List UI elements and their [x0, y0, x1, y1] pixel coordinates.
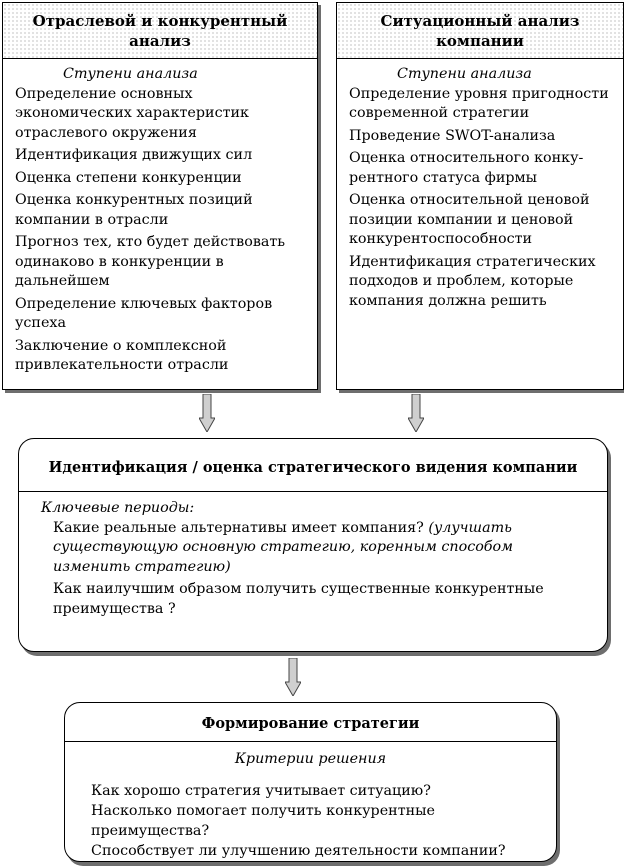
industry-analysis-box — [2, 2, 318, 390]
decision-criteria-caption: Критерии решения — [234, 751, 387, 767]
strategic-question: Как наилучшим образом получить существенные конкурентные преимущества ? — [53, 581, 544, 617]
question-note: (улучшать существующую основную стратегию, коренным способом изменить стратегию) — [53, 519, 513, 575]
company-step: Проведение SWOT-анализа — [349, 127, 556, 144]
company-step: Оценка относительного конку-рентного статуса фирмы — [349, 150, 584, 186]
company-analysis-title: Ситуационный анализ компании — [380, 11, 580, 50]
company-analysis-box — [336, 2, 624, 390]
company-step: Оценка относительной ценовой позиции компании и ценовой конкурентоспособности — [349, 192, 590, 247]
company-analysis-caption: Ступени анализа — [397, 66, 532, 82]
divider — [19, 491, 607, 492]
industry-step: Оценка конкурентных позиций компании в отрасли — [15, 192, 253, 228]
industry-step: Определение ключевых факторов успеха — [15, 295, 273, 331]
company-analysis-steps — [349, 65, 617, 314]
company-step: Определение уровня пригодности современной стратегии — [349, 85, 609, 121]
industry-step: Определение основных экономических характеристик отраслевого окружения — [15, 85, 249, 141]
industry-step: Заключение о комплексной привлекательности отрасли — [15, 337, 229, 373]
strategy-formation-box — [64, 702, 557, 862]
industry-step: Оценка степени конкуренции — [15, 169, 242, 186]
industry-analysis-caption: Ступени анализа — [63, 66, 198, 82]
industry-step: Идентификация движущих сил — [15, 147, 253, 163]
criterion-item: Насколько помогает получить конкурентные преимущества? — [91, 803, 435, 839]
strategic-vision-title: Идентификация / оценка стратегического видения компании — [48, 459, 578, 476]
strategic-vision-box — [18, 438, 608, 652]
key-periods-caption: Ключевые периоды: — [41, 500, 195, 516]
down-arrow-icon — [285, 658, 301, 696]
criterion-item: Как хорошо стратегия учитывает ситуацию? — [91, 783, 431, 799]
strategic-question — [41, 519, 591, 578]
industry-analysis-header — [3, 3, 317, 59]
criterion-item: Способствует ли улучшению деятельности компании? — [91, 843, 506, 859]
decision-criteria-list — [91, 781, 546, 861]
down-arrow-icon — [408, 394, 424, 432]
industry-analysis-steps — [15, 65, 311, 379]
question-text: Какие реальные альтернативы имеет компания? — [53, 519, 424, 536]
industry-analysis-title: Отраслевой и конкурентный анализ — [32, 11, 288, 50]
down-arrow-icon — [199, 394, 215, 432]
industry-step: Прогноз тех, кто будет действовать одинаково в конкуренции в дальнейшем — [15, 234, 286, 289]
divider — [65, 741, 556, 742]
strategy-formation-title: Формирование стратегии — [201, 715, 420, 732]
company-analysis-header — [337, 3, 623, 59]
company-step: Идентификация стратегических подходов и проблем, которые компания должна решить — [349, 253, 596, 309]
strategic-vision-body — [41, 499, 591, 619]
